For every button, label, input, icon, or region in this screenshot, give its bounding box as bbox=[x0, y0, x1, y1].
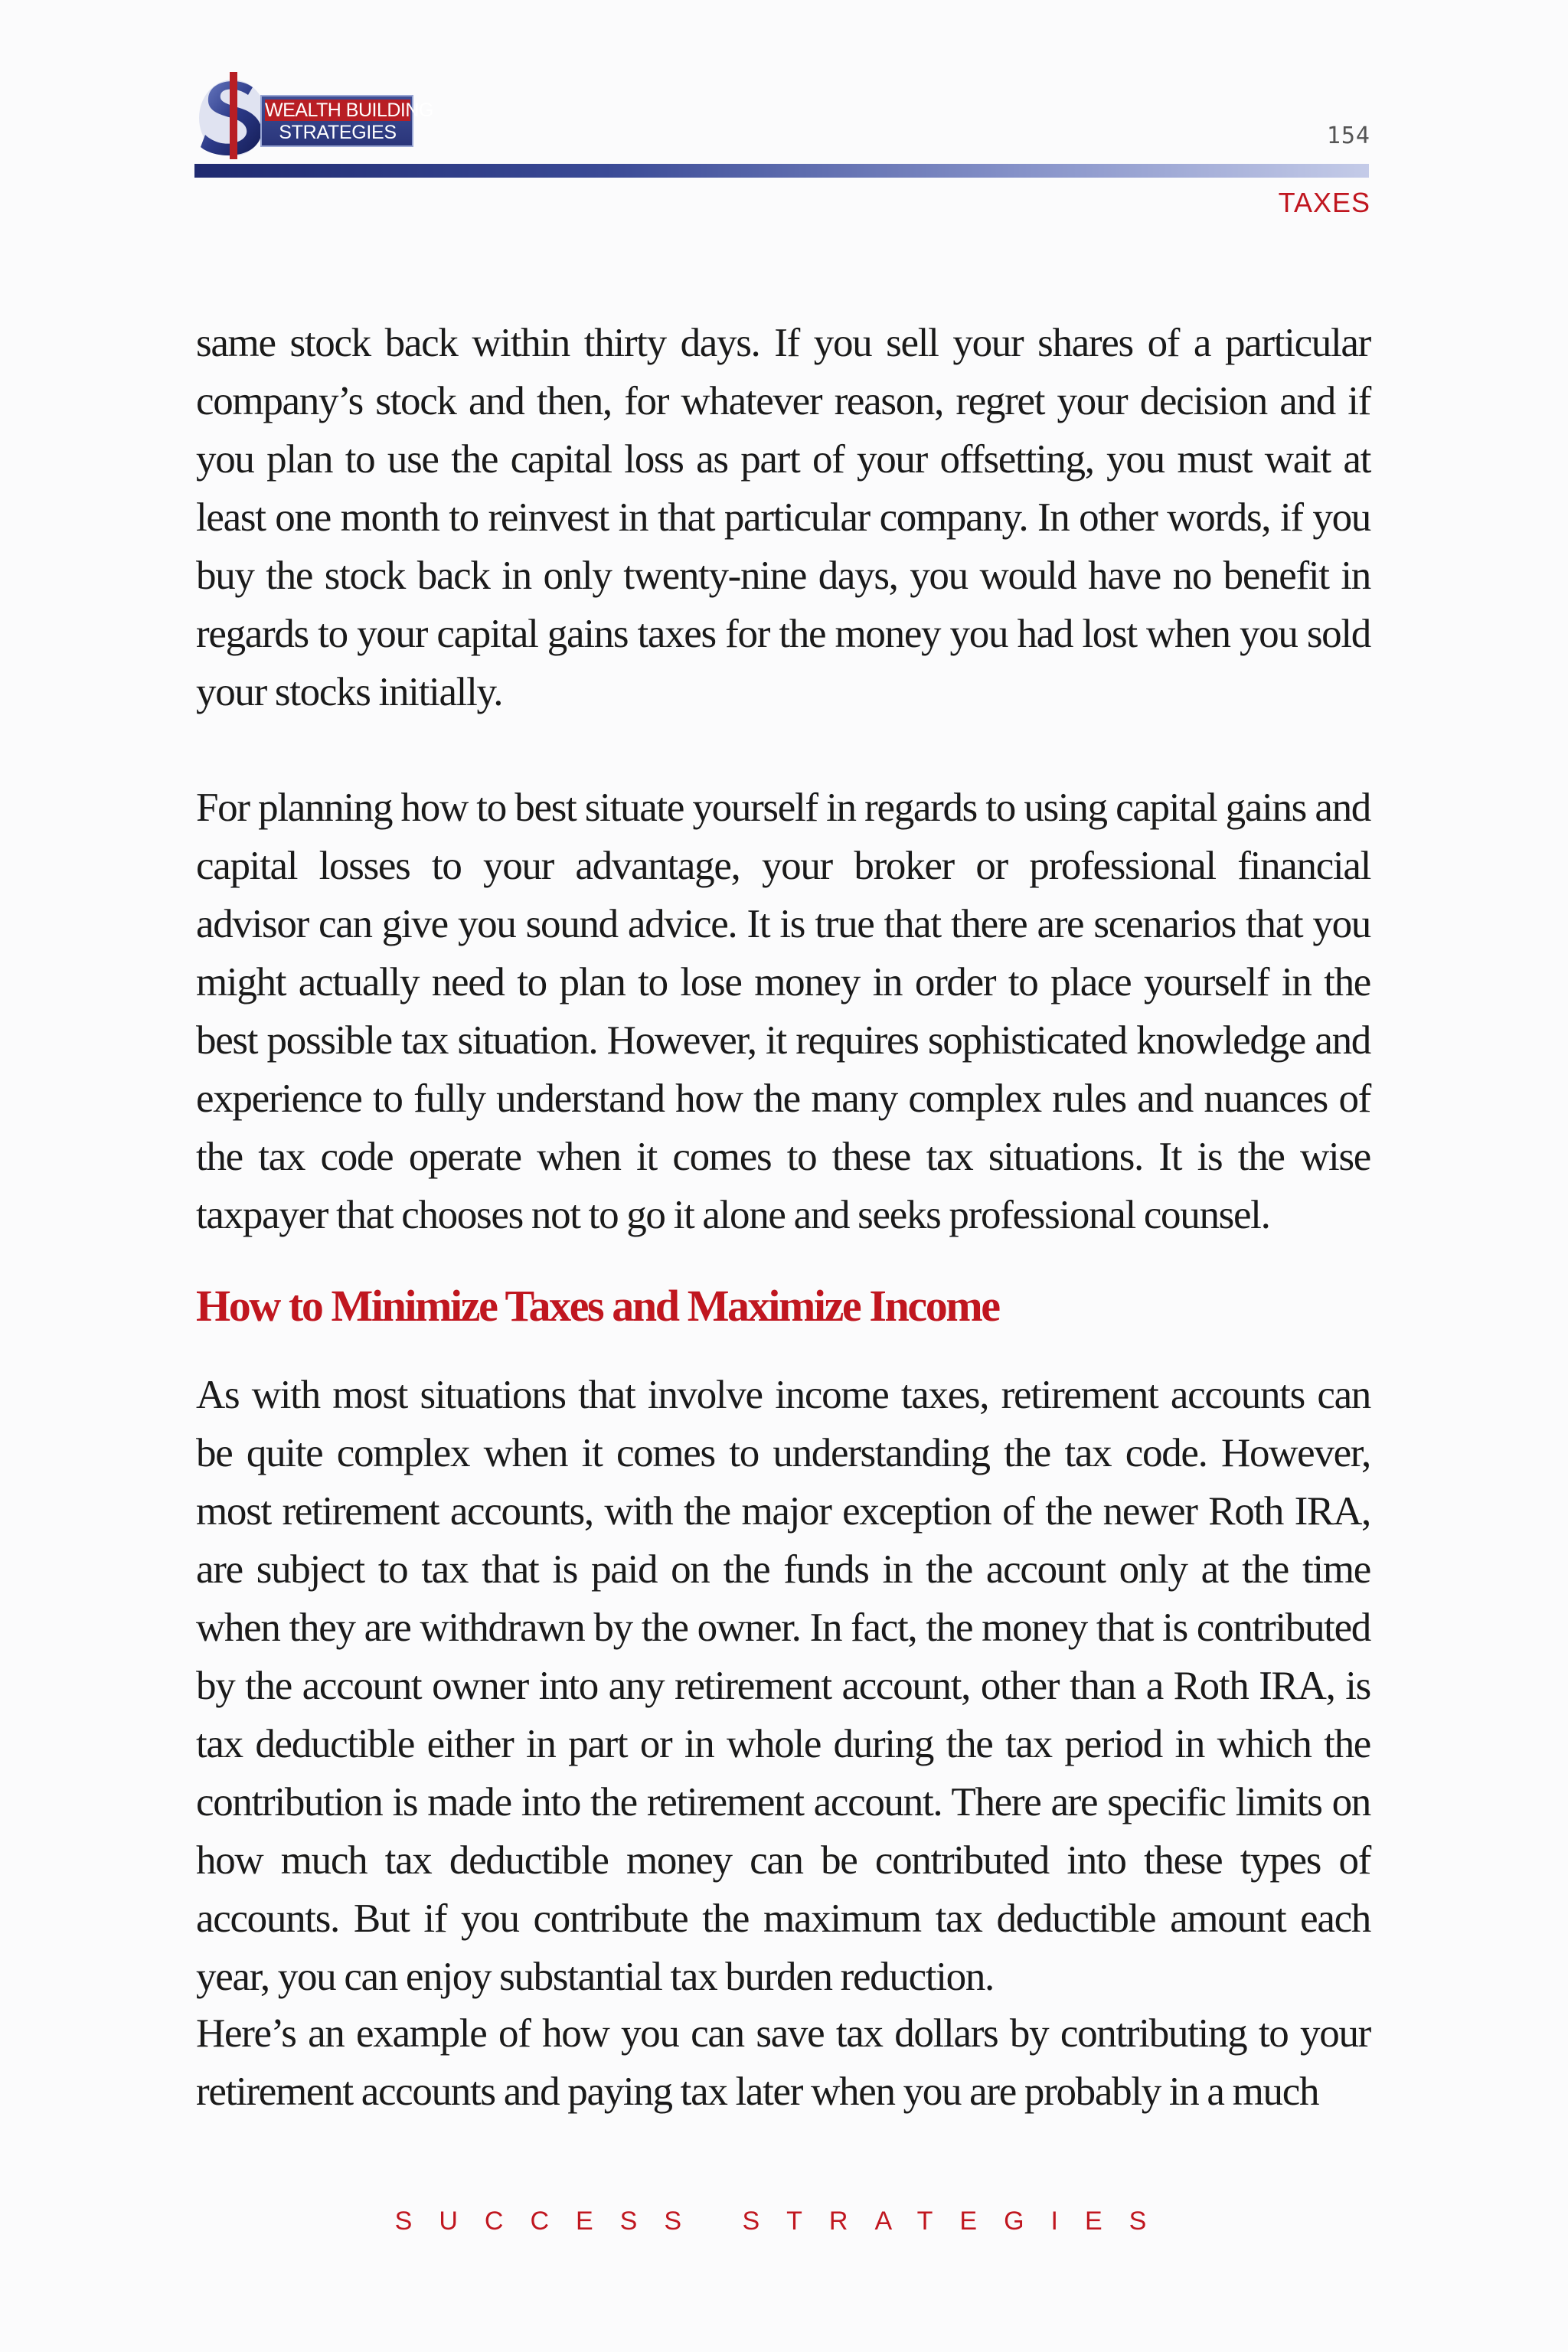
wealth-building-strategies-logo bbox=[193, 67, 433, 167]
header-rule bbox=[194, 164, 1369, 178]
logo-line-wealth-building: WEALTH BUILDING bbox=[265, 100, 433, 121]
body-paragraph-2-container bbox=[196, 779, 1370, 1244]
logo-line-strategies: STRATEGIES bbox=[279, 122, 397, 143]
body-paragraph: As with most situations that involve income taxes, retirement accounts can be quite complex when it comes to understanding the tax code. However, most retirement accounts, with the major exception of the newer Roth IRA, are subject to tax that is paid on the funds in the account only at the time when they are withdrawn by the owner. In fact, the money that is contributed by the account owner into any retirement account, other than a Roth IRA, is tax deductible either in part or in whole during the tax period in which the contribution is made into the retirement account. There are specific limits on how much tax deductible money can be contributed into these types of accounts. But if you contribute the maximum tax deductible amount each year, you can enjoy substantial tax burden reduction. bbox=[196, 1373, 1370, 1999]
section-label: TAXES bbox=[1278, 187, 1370, 218]
body-paragraph-1-container bbox=[196, 314, 1370, 721]
footer-tagline: SUCCESS STRATEGIES bbox=[394, 2207, 1174, 2236]
body-paragraph: Here’s an example of how you can save tax dollars by contributing to your retirement accounts and paying tax later when you are probably in a much bbox=[196, 2011, 1370, 2114]
page-number: 154 bbox=[1326, 122, 1370, 149]
body-paragraph: For planning how to best situate yourself in regards to using capital gains and capital losses to your advantage, your broker or professional financial advisor can give you sound advice. It is true that there are scenarios that you might actually need to plan to lose money in order to place yourself in the best possible tax situation. However, it requires sophisticated knowledge and experience to fully understand how the many complex rules and nuances of the tax code operate when it comes to these tax situations. It is the wise taxpayer that chooses not to go it alone and seeks professional counsel. bbox=[196, 786, 1370, 1237]
section-heading: How to Minimize Taxes and Maximize Income bbox=[196, 1281, 999, 1331]
body-paragraph: same stock back within thirty days. If you sell your shares of a particular company’s stock and then, for whatever reason, regret your decision and if you plan to use the capital loss as part of your offsetting, you must wait at least one month to reinvest in that particular company. In other words, if you buy the stock back in only twenty-nine days, you would have no benefit in regards to your capital gains taxes for the money you had lost when you sold your stocks initially. bbox=[196, 321, 1370, 714]
body-paragraph-3-container bbox=[196, 1366, 1370, 2006]
body-paragraph-4-container bbox=[196, 2004, 1370, 2121]
logo-plate bbox=[260, 95, 433, 147]
